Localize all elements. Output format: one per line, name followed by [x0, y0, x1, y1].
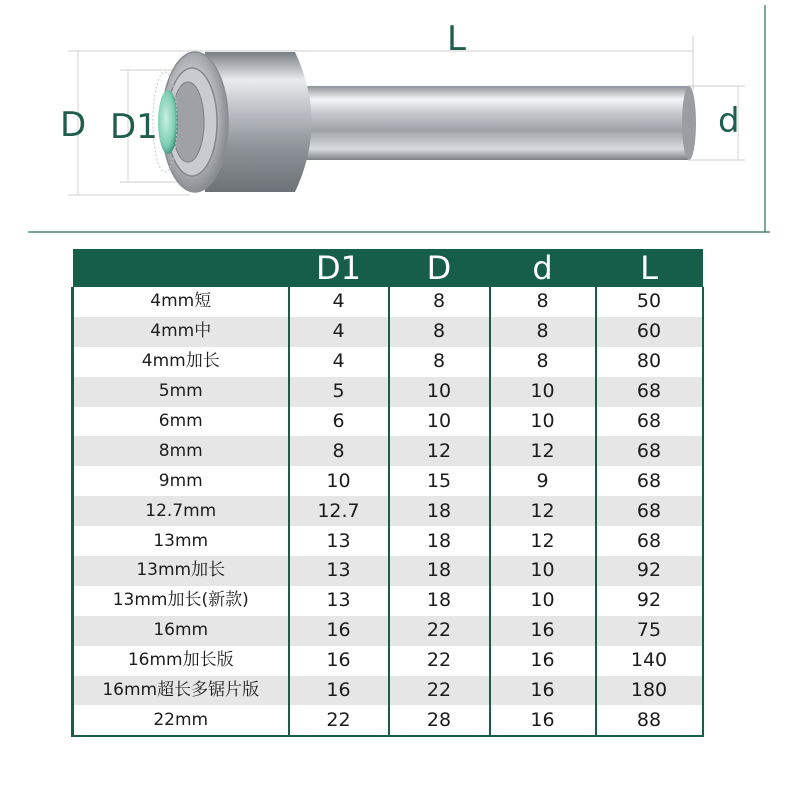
- cell-D1: 10: [289, 466, 389, 496]
- table-row: [73, 646, 703, 676]
- label-d: d: [718, 101, 740, 141]
- cell-d: 8: [490, 317, 596, 347]
- cell-D: 10: [389, 407, 490, 437]
- cell-L: 50: [596, 287, 703, 317]
- cell-D1: 4: [289, 287, 389, 317]
- cell-d: 10: [490, 556, 596, 586]
- cell-d: 16: [490, 646, 596, 676]
- table-row: [73, 556, 703, 586]
- cell-D1: 13: [289, 526, 389, 556]
- cell-D: 15: [389, 466, 490, 496]
- cell-D: 22: [389, 676, 490, 706]
- table-row: [73, 705, 703, 736]
- cell-L: 68: [596, 466, 703, 496]
- cell-L: 68: [596, 526, 703, 556]
- cell-L: 68: [596, 436, 703, 466]
- cell-L: 92: [596, 586, 703, 616]
- cell-d: 16: [490, 705, 596, 736]
- cell-D1: 5: [289, 377, 389, 407]
- table-row: [73, 317, 703, 347]
- cell-D1: 6: [289, 407, 389, 437]
- cell-model: 8mm: [73, 436, 289, 466]
- table-row: [73, 407, 703, 437]
- cell-model: 22mm: [73, 705, 289, 736]
- cell-D: 28: [389, 705, 490, 736]
- cell-D1: 16: [289, 616, 389, 646]
- label-D1: D1: [110, 107, 158, 147]
- cell-model: 12.7mm: [73, 496, 289, 526]
- cell-d: 8: [490, 347, 596, 377]
- header-d: d: [490, 249, 596, 287]
- cell-d: 16: [490, 616, 596, 646]
- cell-model: 16mm: [73, 616, 289, 646]
- cell-model: 5mm: [73, 377, 289, 407]
- label-L: L: [447, 19, 466, 59]
- cell-model: 13mm加长(新款): [73, 586, 289, 616]
- cell-model: 13mm: [73, 526, 289, 556]
- arbor-shaft: [300, 86, 695, 160]
- cell-D: 18: [389, 586, 490, 616]
- cell-D1: 4: [289, 317, 389, 347]
- cell-D1: 13: [289, 586, 389, 616]
- cell-model: 6mm: [73, 407, 289, 437]
- table-row: [73, 526, 703, 556]
- cell-L: 75: [596, 616, 703, 646]
- cell-model: 16mm加长版: [73, 646, 289, 676]
- cell-D1: 22: [289, 705, 389, 736]
- product-diagram: [0, 0, 800, 240]
- table-row: [73, 436, 703, 466]
- cell-D1: 13: [289, 556, 389, 586]
- table-header-row: [73, 249, 703, 287]
- header-L: L: [596, 249, 703, 287]
- cell-D1: 4: [289, 347, 389, 377]
- cell-d: 12: [490, 436, 596, 466]
- table-row: [73, 377, 703, 407]
- table-row: [73, 676, 703, 706]
- table-row: [73, 466, 703, 496]
- cell-D: 10: [389, 377, 490, 407]
- cell-d: 12: [490, 526, 596, 556]
- cell-model: 4mm中: [73, 317, 289, 347]
- cell-D: 12: [389, 436, 490, 466]
- cell-D: 22: [389, 616, 490, 646]
- cell-L: 140: [596, 646, 703, 676]
- cell-D: 18: [389, 526, 490, 556]
- cell-D1: 16: [289, 646, 389, 676]
- cell-L: 80: [596, 347, 703, 377]
- cell-L: 68: [596, 377, 703, 407]
- header-model: [73, 249, 289, 287]
- cell-d: 9: [490, 466, 596, 496]
- cell-L: 60: [596, 317, 703, 347]
- table-row: [73, 287, 703, 317]
- cell-d: 10: [490, 586, 596, 616]
- arbor-lens: [158, 90, 178, 154]
- cell-D: 8: [389, 287, 490, 317]
- cell-D: 8: [389, 317, 490, 347]
- table-row: [73, 616, 703, 646]
- spec-table: [71, 249, 704, 737]
- cell-L: 180: [596, 676, 703, 706]
- cell-model: 4mm短: [73, 287, 289, 317]
- cell-D: 8: [389, 347, 490, 377]
- header-D: D: [389, 249, 490, 287]
- cell-model: 9mm: [73, 466, 289, 496]
- cell-D1: 8: [289, 436, 389, 466]
- cell-model: 13mm加长: [73, 556, 289, 586]
- label-D: D: [60, 105, 87, 145]
- cell-D: 22: [389, 646, 490, 676]
- cell-d: 10: [490, 377, 596, 407]
- cell-L: 92: [596, 556, 703, 586]
- cell-model: 16mm超长多锯片版: [73, 676, 289, 706]
- cell-d: 10: [490, 407, 596, 437]
- table-row: [73, 347, 703, 377]
- table-row: [73, 586, 703, 616]
- cell-model: 4mm加长: [73, 347, 289, 377]
- cell-D1: 16: [289, 676, 389, 706]
- cell-D1: 12.7: [289, 496, 389, 526]
- spec-table-container: [71, 249, 701, 737]
- header-D1: D1: [289, 249, 389, 287]
- cell-D: 18: [389, 496, 490, 526]
- cell-d: 12: [490, 496, 596, 526]
- cell-L: 88: [596, 705, 703, 736]
- cell-d: 8: [490, 287, 596, 317]
- cell-D: 18: [389, 556, 490, 586]
- cell-d: 16: [490, 676, 596, 706]
- cell-L: 68: [596, 407, 703, 437]
- cell-L: 68: [596, 496, 703, 526]
- table-row: [73, 496, 703, 526]
